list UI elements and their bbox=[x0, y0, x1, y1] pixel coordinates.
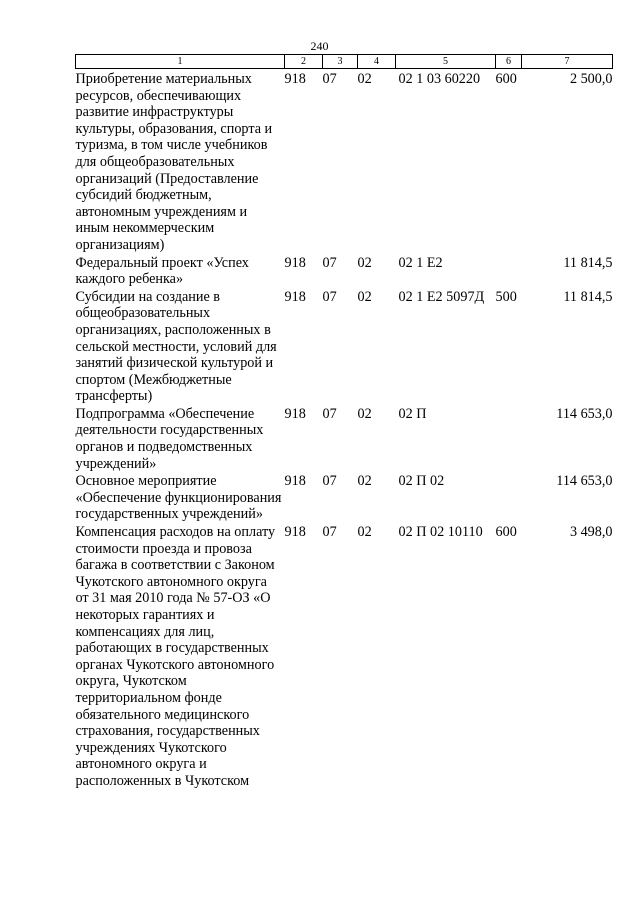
amount: 11 814,5 bbox=[563, 288, 613, 305]
expense-name: Приобретение материальных ресурсов, обеспечивающих развитие инфраструктуры культуры, образования, спорта и туризма, в том числе учебников для общеобразовательных организаций (Предоставление субсидий бюджетным, автономным учреждениям и иным некоммерческим организациям) bbox=[75, 71, 273, 253]
ministry-code: 918 bbox=[284, 473, 306, 490]
page-number: 240 bbox=[310, 39, 329, 53]
subsection-code: 02 bbox=[357, 71, 372, 87]
expense-type-code: 600 bbox=[495, 524, 517, 541]
target-article-code: 02 1 03 60220 bbox=[398, 71, 481, 87]
table-row bbox=[76, 406, 613, 473]
section-code: 07 bbox=[322, 473, 337, 490]
table-row bbox=[76, 69, 613, 255]
expense-name: Федеральный проект «Успех каждого ребенка» bbox=[75, 254, 249, 288]
target-article-code: 02 П 02 10110 bbox=[398, 524, 483, 541]
section-code: 07 bbox=[322, 524, 337, 541]
amount: 3 498,0 bbox=[569, 524, 613, 541]
expense-type-code bbox=[496, 406, 522, 473]
section-code: 07 bbox=[322, 288, 337, 305]
expense-type-code: 500 bbox=[495, 288, 517, 305]
expense-name: Основное мероприятие «Обеспечение функционирования государственных учреждений» bbox=[75, 473, 282, 523]
expense-type-code bbox=[496, 473, 522, 524]
expense-name: Подпрограмма «Обеспечение деятельности государственных органов и подведомственных учреждений» bbox=[75, 405, 264, 472]
target-article-code: 02 1 E2 bbox=[398, 254, 443, 271]
section-code: 07 bbox=[322, 71, 337, 87]
ministry-code: 918 bbox=[284, 524, 306, 541]
target-article-code: 02 П bbox=[398, 405, 427, 422]
subsection-code: 02 bbox=[357, 405, 372, 422]
column-header: 6 bbox=[496, 55, 522, 69]
section-code: 07 bbox=[322, 254, 337, 271]
ministry-code: 918 bbox=[284, 71, 306, 87]
table-header-row bbox=[76, 55, 613, 69]
ministry-code: 918 bbox=[284, 254, 306, 271]
table-row bbox=[76, 289, 613, 406]
column-header: 5 bbox=[396, 55, 496, 69]
expense-type-code: 600 bbox=[495, 71, 517, 87]
table-row bbox=[76, 255, 613, 289]
expense-name: Субсидии на создание в общеобразовательных организациях, расположенных в сельской местности, условий для занятий физической культурой и спортом (Межбюджетные трансферты) bbox=[75, 288, 277, 405]
amount: 114 653,0 bbox=[556, 405, 613, 422]
amount: 2 500,0 bbox=[569, 71, 613, 87]
subsection-code: 02 bbox=[357, 288, 372, 305]
ministry-code: 918 bbox=[284, 405, 306, 422]
subsection-code: 02 bbox=[357, 254, 372, 271]
budget-table bbox=[75, 54, 613, 791]
column-header: 3 bbox=[323, 55, 358, 69]
table-row bbox=[76, 473, 613, 524]
column-header: 2 bbox=[285, 55, 323, 69]
amount: 11 814,5 bbox=[563, 254, 613, 271]
amount: 114 653,0 bbox=[556, 473, 613, 490]
expense-type-code bbox=[496, 255, 522, 289]
target-article-code: 02 1 E2 5097Д bbox=[398, 288, 485, 305]
target-article-code: 02 П 02 bbox=[398, 473, 445, 490]
column-header: 4 bbox=[358, 55, 396, 69]
subsection-code: 02 bbox=[357, 473, 372, 490]
ministry-code: 918 bbox=[284, 288, 306, 305]
column-header: 1 bbox=[76, 55, 285, 69]
table-row bbox=[76, 524, 613, 791]
section-code: 07 bbox=[322, 405, 337, 422]
expense-name: Компенсация расходов на оплату стоимости проезда и провоза багажа в соответствии с Законом Чукотского автономного округа от 31 мая 2010 года № 57-ОЗ «О некоторых гарантиях и компенсациях для лиц, работающих в государственных органах Чукотского автономного округа, Чукотском территориальном фонде обязательного медицинского страхования, государственных учреждениях Чукотского автономного округа и расположенных в Чукотском bbox=[75, 524, 276, 789]
subsection-code: 02 bbox=[357, 524, 372, 541]
column-header: 7 bbox=[522, 55, 613, 69]
